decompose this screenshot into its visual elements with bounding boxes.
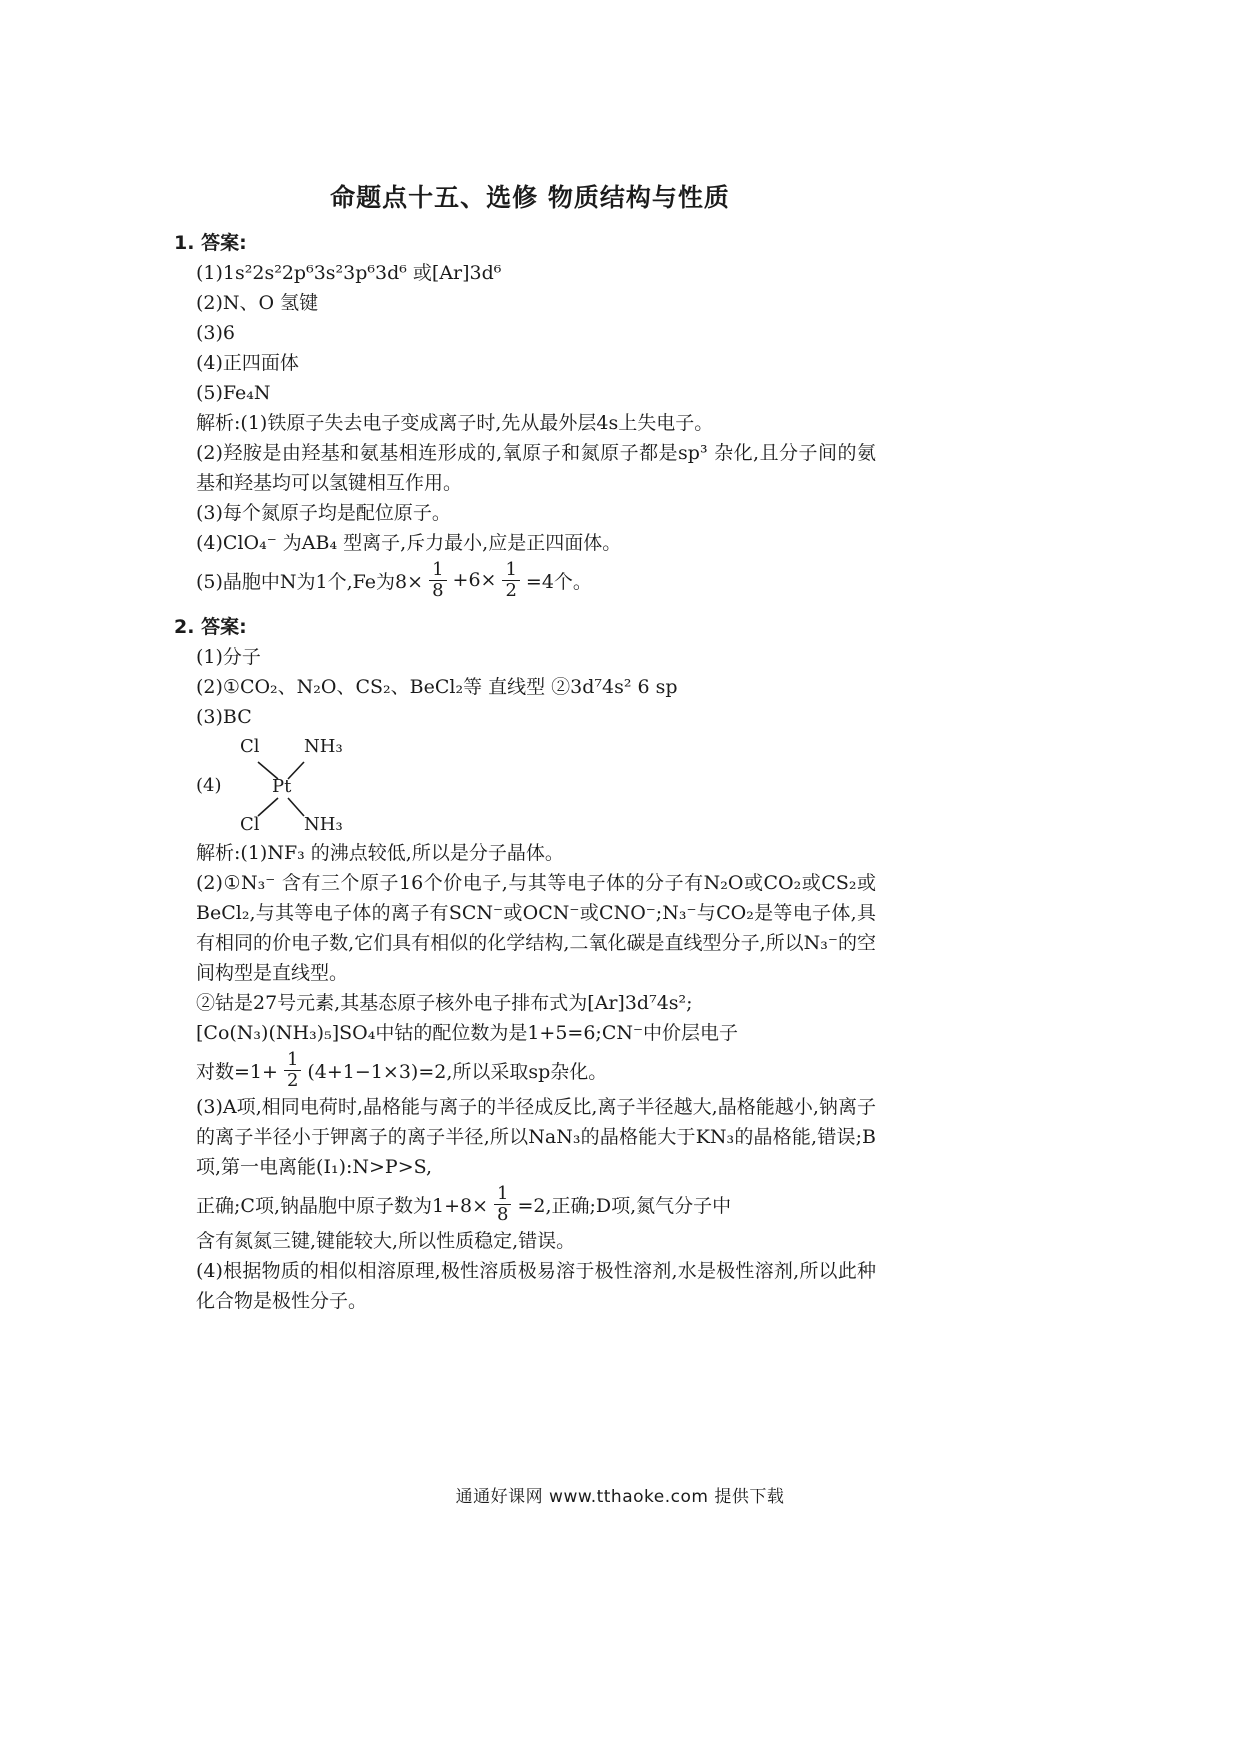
fraction-denominator: 2 <box>505 579 517 601</box>
bond-cl-bottom <box>258 798 278 816</box>
q2-analysis-3: ②钴是27号元素,其基态原子核外电子排布式为[Ar]3d⁷4s²; <box>196 992 693 1014</box>
q2-analysis-3-text: (3)A项,相同电荷时,晶格能与离子的半径成反比,离子半径越大,晶格能越小,钠离子的离子半径小于钾离子的离子半径,所以NaN₃的晶格能大于KN₃的晶格能,错误;B项,第一电离能(I₁):N>P>S, <box>196 1096 876 1178</box>
page-title: 命题点十五、选修 物质结构与性质 <box>330 183 730 212</box>
question-2-answer-label: 答案: <box>201 616 247 638</box>
q2-analysis-3-prefix: 正确;C项,钠晶胞中原子数为1+8× <box>196 1194 488 1217</box>
q1-answer-1: (1)1s²2s²2p⁶3s²3p⁶3d⁶ 或[Ar]3d⁶ <box>196 262 502 284</box>
q1-analysis-5-mid: +6× <box>452 569 497 591</box>
q2-analysis-1: 解析:(1)NF₃ 的沸点较低,所以是分子晶体。 <box>196 842 564 864</box>
pt-complex-structure <box>196 734 876 838</box>
q2-analysis-2: (2)①N₃⁻ 含有三个原子16个价电子,与其等电子体的分子有N₂O或CO₂或CS₂或BeCl₂,与其等电子体的离子有SCN⁻或OCN⁻或CNO⁻;N₃⁻与CO₂是等电子体,具有相同的价电子数,它们具有相似的化学结构,二氧化碳是直线型分子,所以N₃⁻的空间构型是直线型。 <box>196 872 876 984</box>
q2-answer-1: (1)分子 <box>196 646 261 668</box>
answer-content <box>174 228 876 1316</box>
atom-nh3-bottom: NH₃ <box>304 814 343 835</box>
question-1-answer-label: 答案: <box>201 232 247 254</box>
fraction-denominator: 2 <box>286 1069 299 1091</box>
q1-answer-4: (4)正四面体 <box>196 352 299 374</box>
q1-analysis-4: (4)ClO₄⁻ 为AB₄ 型离子,斥力最小,应是正四面体。 <box>196 532 622 554</box>
question-2-heading <box>174 612 876 642</box>
q1-answer-3: (3)6 <box>196 322 236 344</box>
question-1-number: 1. <box>174 232 195 254</box>
fraction-numerator: 1 <box>494 1184 511 1205</box>
q1-analysis-3: (3)每个氮原子均是配位原子。 <box>196 502 451 524</box>
q2-pair-suffix: (4+1−1×3)=2,所以采取sp杂化。 <box>307 1060 608 1083</box>
fraction-one-eighth <box>429 560 446 601</box>
bond-lines <box>196 734 396 838</box>
atom-cl-bottom: Cl <box>240 814 260 835</box>
q2-analysis-4-text: (4)根据物质的相似相溶原理,极性溶质极易溶于极性溶剂,水是极性溶剂,所以此种化合物是极性分子。 <box>196 1260 876 1312</box>
q1-analysis-5 <box>196 558 876 602</box>
question-1-heading <box>174 228 876 258</box>
q2-pair-line <box>196 1048 876 1092</box>
q1-analysis-2: (2)羟胺是由羟基和氨基相连形成的,氧原子和氮原子都是sp³ 杂化,且分子间的氨基和羟基均可以氢键相互作用。 <box>196 442 876 494</box>
fraction-numerator: 1 <box>502 560 519 581</box>
fraction-denominator: 8 <box>497 1203 509 1225</box>
q2-analysis-3-suffix: =2,正确;D项,氮气分子中 <box>517 1194 732 1217</box>
atom-cl-top: Cl <box>240 736 260 757</box>
fraction-numerator: 1 <box>284 1050 301 1071</box>
fraction-one-eighth <box>494 1184 511 1225</box>
q2-analysis-3-end: 含有氮氮三键,键能较大,所以性质稳定,错误。 <box>196 1230 576 1252</box>
bond-nh3-bottom <box>288 798 304 816</box>
q1-answer-5: (5)Fe₄N <box>196 382 271 404</box>
fraction-denominator: 8 <box>432 579 444 601</box>
q1-answer-2: (2)N、O 氢键 <box>196 292 319 314</box>
q2-answer-2: (2)①CO₂、N₂O、CS₂、BeCl₂等 直线型 ②3d⁷4s² 6 sp <box>196 676 678 698</box>
footer-source: 通通好课网 www.tthaoke.com 提供下载 <box>455 1487 785 1507</box>
structure-label: (4) <box>196 775 222 796</box>
q2-analysis-3-fraction-line <box>196 1182 876 1226</box>
fraction-one-half <box>284 1050 301 1091</box>
q1-analysis-1: 解析:(1)铁原子失去电子变成离子时,先从最外层4s上失电子。 <box>196 412 714 434</box>
q1-analysis-5-prefix: (5)晶胞中N为1个,Fe为8× <box>196 570 424 593</box>
q2-analysis-4: [Co(N₃)(NH₃)₅]SO₄中钴的配位数为是1+5=6;CN⁻中价层电子 <box>196 1022 739 1044</box>
fraction-numerator: 1 <box>429 560 446 581</box>
question-2-number: 2. <box>174 616 195 638</box>
q2-pair-prefix: 对数=1+ <box>196 1060 278 1083</box>
atom-nh3-top: NH₃ <box>304 736 343 757</box>
atom-pt: Pt <box>272 776 292 797</box>
fraction-one-half <box>502 560 519 601</box>
q2-answer-3: (3)BC <box>196 706 252 728</box>
q1-analysis-5-suffix: =4个。 <box>525 570 592 593</box>
